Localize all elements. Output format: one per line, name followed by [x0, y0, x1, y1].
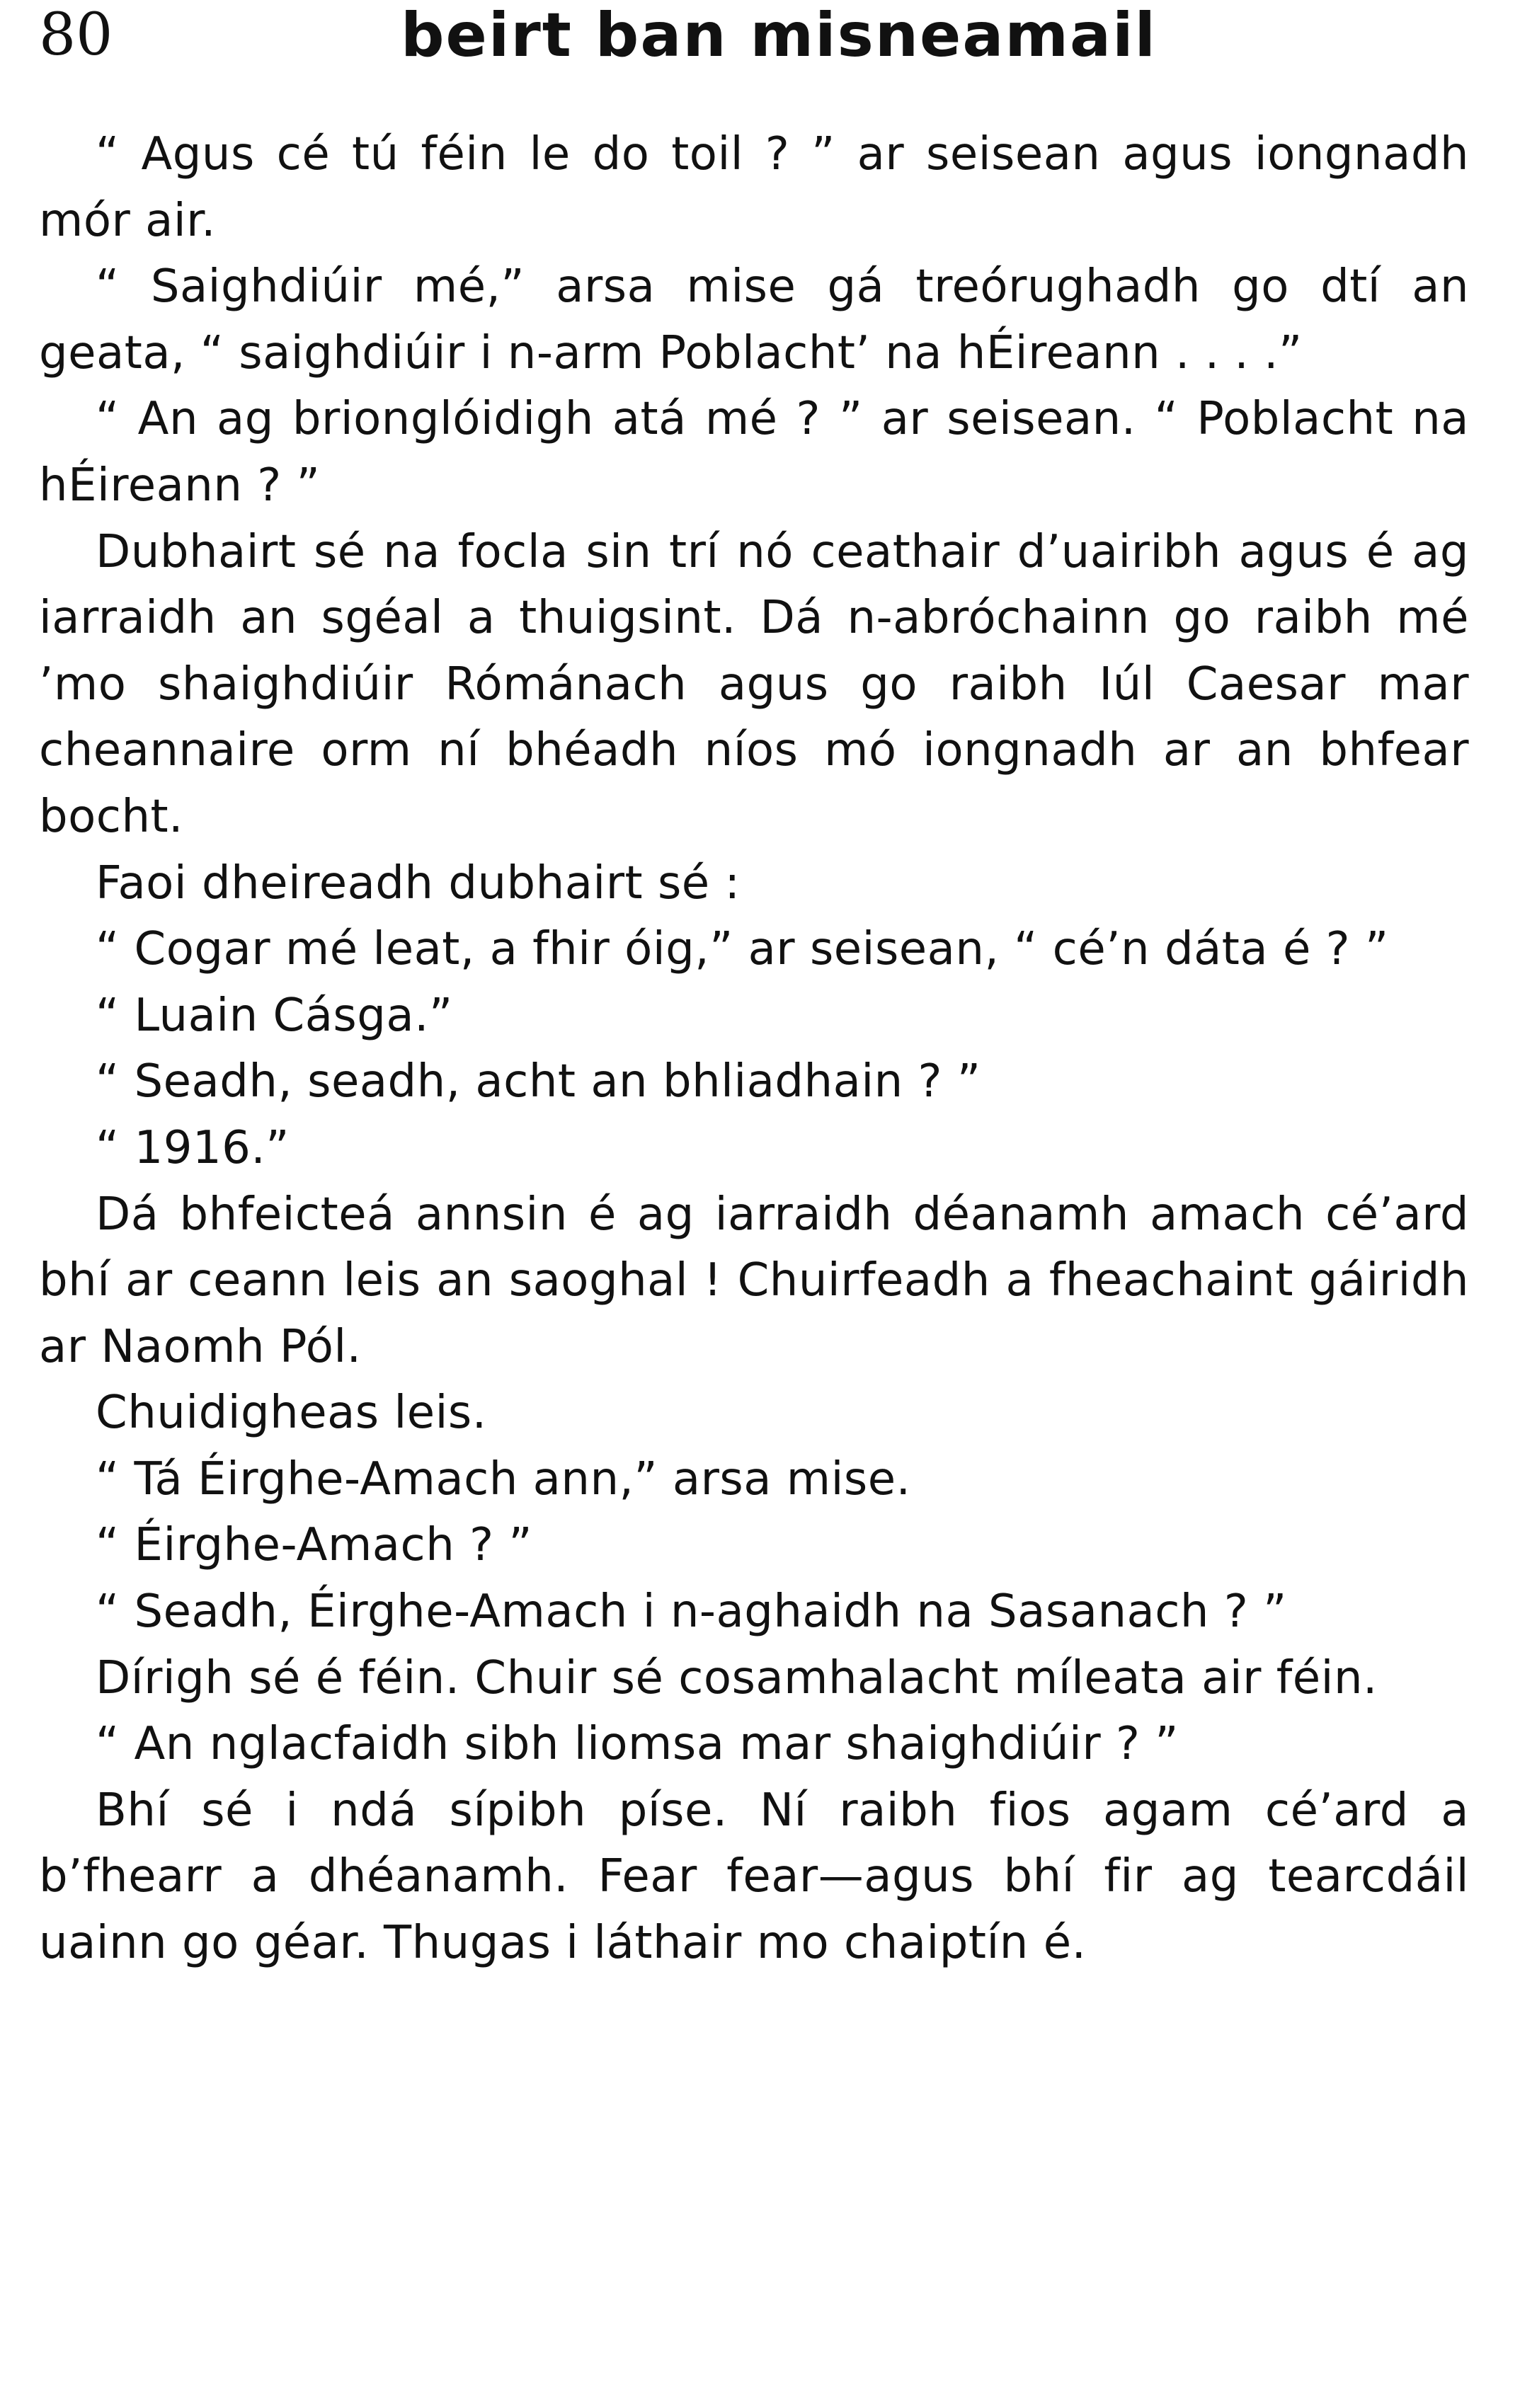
- paragraph: “ Tá Éirghe-Amach ann,” arsa mise.: [96, 1452, 911, 1506]
- running-title: beirt ban misneamail: [400, 0, 1158, 71]
- paragraph: Dírigh sé é féin. Chuir sé cosamhalacht míleata air féin.: [96, 1651, 1378, 1704]
- paragraph: “ Saighdiúir mé,” arsa mise gá treórughadh go dtí an geata, “ saighdiúir i n-arm Poblacht’ na hÉireann . . . .”: [39, 260, 1469, 379]
- paragraph: Bhí sé i ndá sípibh píse. Ní raibh fios agam cé’ard a b’fhearr a dhéanamh. Fear fear—agus bhí fir ag tearcdáil uainn go géar. Thugas i láthair mo chaiptín é.: [39, 1784, 1469, 1970]
- paragraph: “ An ag brionglóidigh atá mé ? ” ar seisean. “ Poblacht na hÉireann ? ”: [39, 393, 1469, 512]
- paragraph: “ Seadh, seadh, acht an bhliadhain ? ”: [96, 1055, 981, 1108]
- paragraph: “ Cogar mé leat, a fhir óig,” ar seisean, “ cé’n dáta é ? ”: [96, 923, 1389, 976]
- paragraph: “ Éirghe-Amach ? ”: [96, 1519, 533, 1572]
- page-number: 80: [39, 1, 113, 69]
- paragraph: Dubhairt sé na focla sin trí nó ceathair d’uairibh agus é ag iarraidh an sgéal a thuigsint. Dá n-abróchainn go raibh mé ’mo shaighdiúir Rómánach agus go raibh Iúl Caesar mar cheannaire orm ní bhéadh níos mó iongnadh ar an bhfear bocht.: [39, 525, 1469, 843]
- paragraph: “ Seadh, Éirghe-Amach i n-aghaidh na Sasanach ? ”: [96, 1586, 1287, 1639]
- paragraph: Chuidigheas leis.: [96, 1387, 487, 1440]
- paragraph: “ An nglacfaidh sibh liomsa mar shaighdiúir ? ”: [96, 1718, 1179, 1771]
- paragraph: “ Luain Cásga.”: [96, 989, 453, 1042]
- paragraph: Dá bhfeicteá annsin é ag iarraidh déanamh amach cé’ard bhí ar ceann leis an saoghal ! Chuirfeadh a fheachaint gáiridh ar Naomh Pól.: [39, 1188, 1469, 1373]
- paragraph: Faoi dheireadh dubhairt sé :: [96, 856, 741, 910]
- paragraph: “ 1916.”: [96, 1121, 290, 1174]
- paragraph: “ Agus cé tú féin le do toil ? ” ar seisean agus iongnadh mór air.: [39, 128, 1469, 247]
- body-text: [39, 122, 1469, 1977]
